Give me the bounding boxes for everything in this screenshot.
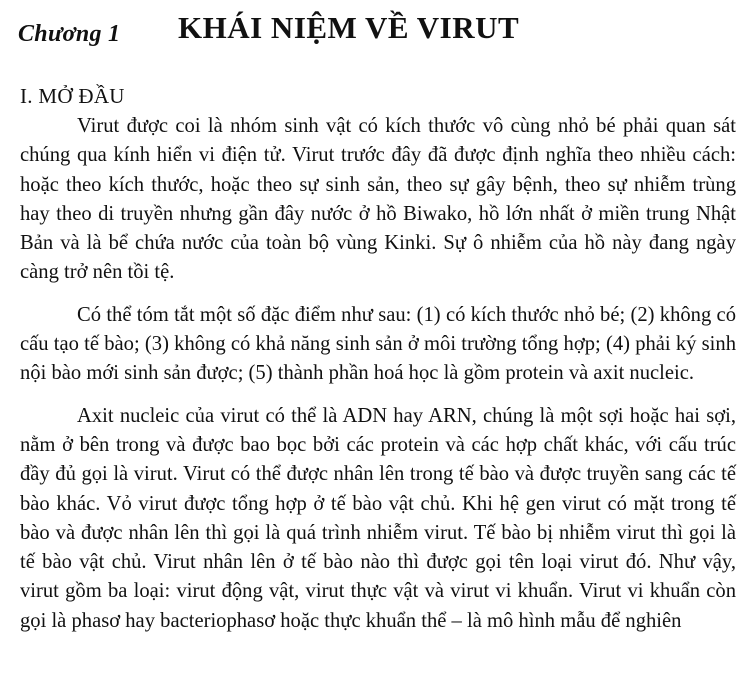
chapter-header xyxy=(18,8,738,58)
chapter-label: Chương 1 xyxy=(18,21,121,47)
paragraph: Virut được coi là nhóm sinh vật có kích thước vô cùng nhỏ bé phải quan sát chúng qua kính hiển vi điện tử. Virut trước đây đã được định nghĩa theo nhiều cách: hoặc theo kích thước, hoặc theo sự sinh sản, theo sự gây bệnh, theo sự nhiễm trùng hay theo di truyền nhưng gần đây nước ở hồ Biwako, hồ lớn nhất ở miền trung Nhật Bản và là bể chứa nước của toàn bộ vùng Kinki. Sự ô nhiễm của hồ này đang ngày càng trở nên tồi tệ. xyxy=(20,115,736,284)
paragraph: Axit nucleic của virut có thể là ADN hay ARN, chúng là một sợi hoặc hai sợi, nằm ở bên trong và được bao bọc bởi các protein và các hợp chất khác, với cấu trúc đầy đủ gọi là virut. Virut có thể được nhân lên trong tế bào và được truyền sang các tế bào khác. Vỏ virut được tổng hợp ở tế bào vật chủ. Khi hệ gen virut có mặt trong tế bào và được nhân lên thì gọi là quá trình nhiễm virut. Tế bào bị nhiễm virut thì gọi là tế bào vật chủ. Virut nhân lên ở tế bào nào thì được gọi tên loại virut đó. Như vậy, virut gồm ba loại: virut động vật, virut thực vật và virut vi khuẩn. Virut vi khuẩn còn gọi là phasơ hay bacteriophasơ hoặc thực khuẩn thể – là mô hình mẫu để nghiên xyxy=(20,404,736,632)
section-heading: I. MỞ ĐẦU xyxy=(20,84,125,108)
body-text xyxy=(20,112,736,636)
chapter-title: KHÁI NIỆM VỀ VIRUT xyxy=(178,10,520,45)
paragraph: Có thể tóm tắt một số đặc điểm như sau: (1) có kích thước nhỏ bé; (2) không có cấu tạo tế bào; (3) không có khả năng sinh sản ở môi trường tổng hợp; (4) phải ký sinh nội bào mới sinh sản được; (5) thành phần hoá học là gồm protein và axit nucleic. xyxy=(20,303,736,385)
